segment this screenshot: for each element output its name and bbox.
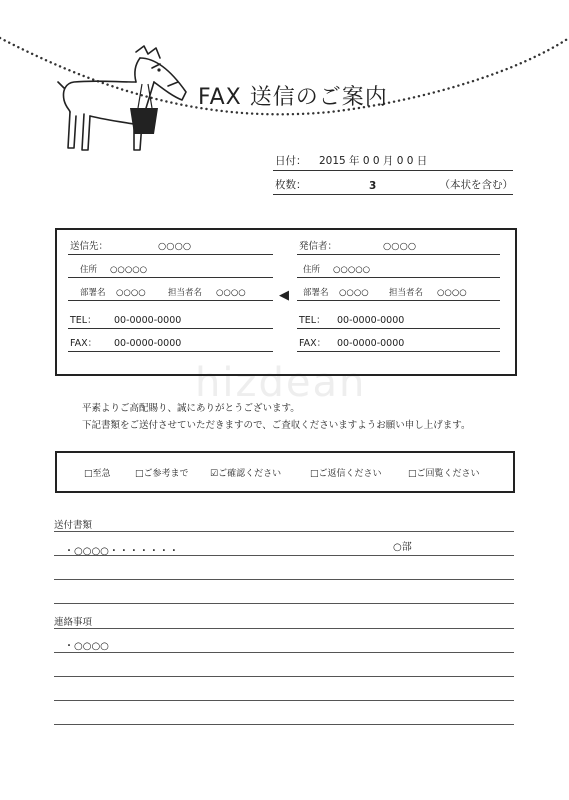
message-line-1: 平素よりご高配賜り、誠にありがとうございます。 bbox=[82, 403, 300, 414]
to-fax-value: 00-0000-0000 bbox=[114, 338, 182, 349]
to-header-value: ○○○○ bbox=[158, 241, 192, 252]
pages-row bbox=[273, 176, 513, 195]
notes-label: 連絡事項 bbox=[54, 617, 93, 628]
rule bbox=[54, 676, 514, 677]
from-tel-label: TEL： bbox=[299, 315, 326, 326]
to-dept-label: 部署名 bbox=[80, 288, 106, 298]
from-address-line bbox=[297, 260, 500, 278]
rule bbox=[54, 700, 514, 701]
from-fax-label: FAX： bbox=[299, 338, 327, 349]
to-person-value: ○○○○ bbox=[216, 288, 246, 298]
from-address-value: ○○○○○ bbox=[333, 265, 371, 275]
option-please-circulate[interactable]: □ご回覧ください bbox=[408, 469, 480, 479]
to-tel-line bbox=[68, 311, 273, 329]
goat-illustration bbox=[56, 42, 196, 154]
message-line-2: 下記書類をご送付させていただきますので、ご査収くださいますようお願い申し上げます。 bbox=[82, 420, 471, 431]
to-tel-value: 00-0000-0000 bbox=[114, 315, 182, 326]
from-dept-line bbox=[297, 283, 500, 301]
pages-note: （本状を含む） bbox=[439, 179, 513, 191]
option-for-reference[interactable]: □ご参考まで bbox=[135, 469, 189, 479]
date-row bbox=[273, 152, 513, 171]
option-please-confirm[interactable]: ☑ご確認ください bbox=[210, 469, 282, 479]
rule bbox=[54, 724, 514, 725]
from-header-label: 発信者： bbox=[299, 241, 338, 252]
to-fax-line bbox=[68, 334, 273, 352]
rule bbox=[54, 603, 514, 604]
from-header-value: ○○○○ bbox=[383, 241, 417, 252]
to-dept-value: ○○○○ bbox=[116, 288, 146, 298]
rule bbox=[54, 628, 514, 629]
from-dept-label: 部署名 bbox=[303, 288, 329, 298]
to-fax-label: FAX： bbox=[70, 338, 98, 349]
pages-label: 枚数： bbox=[275, 179, 307, 191]
rule bbox=[54, 555, 514, 556]
from-person-value: ○○○○ bbox=[437, 288, 467, 298]
pages-value: 3 bbox=[369, 180, 377, 192]
from-address-label: 住所 bbox=[303, 265, 321, 275]
to-address-line bbox=[68, 260, 273, 278]
option-urgent[interactable]: □至急 bbox=[84, 469, 111, 479]
watermark: hizdean bbox=[195, 360, 367, 406]
arrow-icon: ◀ bbox=[279, 288, 289, 303]
address-box bbox=[55, 228, 517, 376]
date-label: 日付： bbox=[275, 155, 307, 167]
from-dept-value: ○○○○ bbox=[339, 288, 369, 298]
to-dept-line bbox=[68, 283, 273, 301]
to-header-line bbox=[68, 237, 273, 255]
from-fax-line bbox=[297, 334, 500, 352]
to-tel-label: TEL： bbox=[70, 315, 97, 326]
documents-label: 送付書類 bbox=[54, 520, 93, 531]
rule bbox=[54, 579, 514, 580]
to-header-label: 送信先： bbox=[70, 241, 109, 252]
from-person-label: 担当者名 bbox=[389, 288, 424, 298]
notes-item: ・○○○○ bbox=[64, 641, 109, 652]
rule bbox=[54, 531, 514, 532]
to-address-value: ○○○○○ bbox=[110, 265, 148, 275]
option-please-reply[interactable]: □ご返信ください bbox=[310, 469, 382, 479]
to-address-label: 住所 bbox=[80, 265, 98, 275]
page-title: FAX 送信のご案内 bbox=[198, 85, 388, 110]
from-tel-line bbox=[297, 311, 500, 329]
rule bbox=[54, 652, 514, 653]
documents-count: ○部 bbox=[393, 542, 412, 553]
from-header-line bbox=[297, 237, 500, 255]
from-tel-value: 00-0000-0000 bbox=[337, 315, 405, 326]
documents-item: ・○○○○・・・・・・・ bbox=[64, 546, 179, 557]
date-value: 2015 年 0 0 月 0 0 日 bbox=[319, 155, 428, 167]
from-fax-value: 00-0000-0000 bbox=[337, 338, 405, 349]
to-person-label: 担当者名 bbox=[168, 288, 203, 298]
